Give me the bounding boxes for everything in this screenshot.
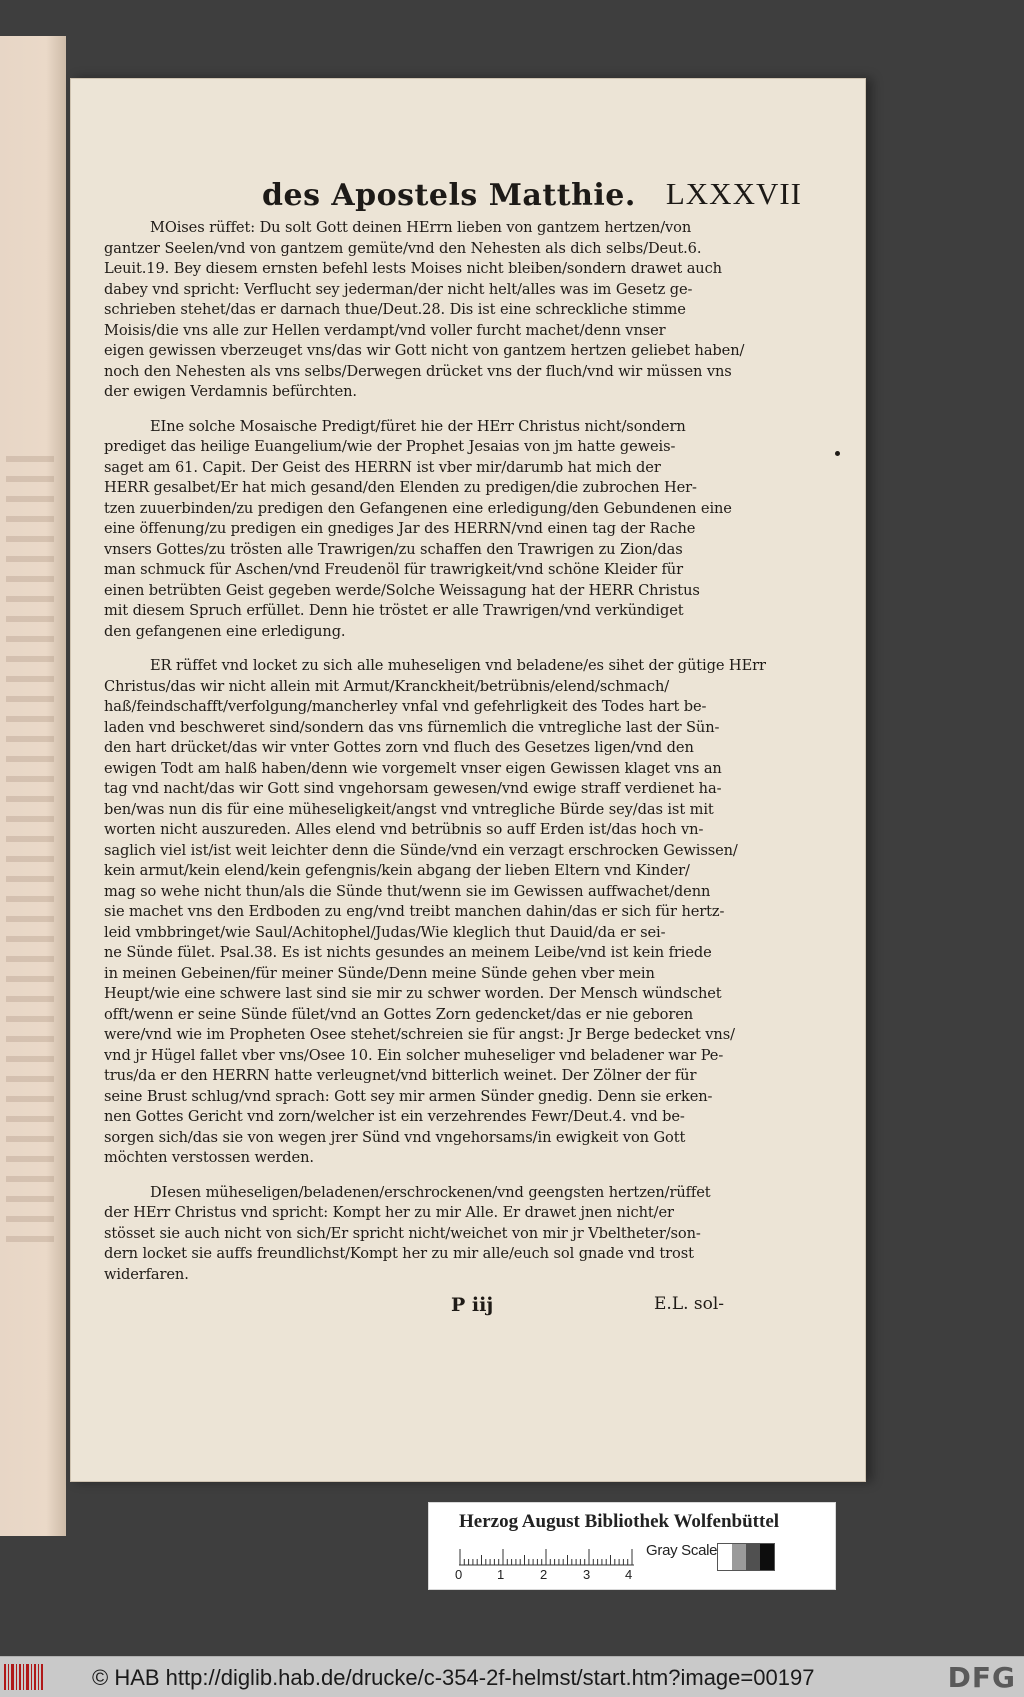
- text-line: eigen gewissen vberzeuget vns/das wir Gott nicht von gantzem hertzen geliebet haben/: [104, 342, 745, 359]
- paragraph: [104, 656, 800, 1169]
- ruler-number: 1: [497, 1567, 505, 1582]
- ruler-number: 3: [583, 1567, 591, 1582]
- ruler-number: 2: [540, 1567, 548, 1582]
- text-line: der ewigen Verdamnis befürchten.: [104, 383, 357, 400]
- text-line: nen Gottes Gericht vnd zorn/welcher ist ein verzehrendes Fewr/Deut.4. vnd be-: [104, 1108, 685, 1125]
- text-line: sie machet vns den Erdboden zu eng/vnd treibt manchen dahin/das er sich für hertz-: [104, 903, 725, 920]
- paragraph: [104, 1183, 800, 1286]
- text-line: tzen zuuerbinden/zu predigen den Gefangenen eine erledigung/den Gebundenen eine: [104, 499, 732, 517]
- ruler-numbers: [455, 1567, 635, 1583]
- text-line: offt/wenn er seine Sünde fület/vnd an Gottes Zorn gedencket/das er nie geboren: [104, 1005, 694, 1023]
- body-text: [104, 218, 800, 1299]
- text-line: seine Brust schlug/vnd sprach: Gott sey mir armen Sünder gnedig. Denn sie erken-: [104, 1087, 713, 1105]
- text-line: kein armut/kein elend/kein gefengnis/kein abgang der lieben Eltern vnd Kinder/: [104, 862, 690, 879]
- dfg-logo: DFG: [947, 1661, 1016, 1694]
- text-line: ER rüffet vnd locket zu sich alle muheseligen vnd beladene/es sihet der gütige HErr: [150, 657, 766, 674]
- text-line: Heupt/wie eine schwere last sind sie mir zu schwer worden. Der Mensch wündschet: [104, 985, 722, 1002]
- gray-swatch: [760, 1544, 774, 1570]
- text-line: den gefangenen eine erledigung.: [104, 622, 346, 640]
- text-line: vnd jr Hügel fallet vber vns/Osee 10. Ein solcher muheseliger vnd beladener war Pe-: [104, 1046, 724, 1064]
- text-line: sorgen sich/das sie von wegen jrer Sünd vnd vngehorsams/in ewigkeit von Gott: [104, 1128, 686, 1146]
- paragraph: [104, 218, 800, 403]
- text-line: dern locket sie auffs freundlichst/Kompt her zu mir alle/euch sol gnade vnd trost: [104, 1245, 694, 1262]
- gray-swatch: [746, 1544, 760, 1570]
- text-line: Moisis/die vns alle zur Hellen verdampt/vnd voller furcht machet/denn vnser: [104, 321, 666, 339]
- text-line: HERR gesalbet/Er hat mich gesand/den Elenden zu predigen/die zubrochen Her-: [104, 479, 697, 496]
- text-line: noch den Nehesten als vns selbs/Derwegen drücket vns der fluch/vnd wir müssen vns: [104, 362, 732, 380]
- color-calibration-card: [428, 1502, 836, 1590]
- ruler-ticks: [459, 1545, 634, 1567]
- text-line: möchten verstossen werden.: [104, 1149, 314, 1166]
- adjacent-page-edge: [0, 36, 66, 1536]
- text-line: in meinen Gebeinen/für meiner Sünde/Denn meine Sünde gehen vber mein: [104, 964, 655, 982]
- text-line: ewigen Todt am halß haben/denn wie vorgemelt vnser eigen Gewissen klaget vns an: [104, 759, 722, 777]
- text-line: ben/was nun dis für eine müheseligkeit/angst vnd vntregliche Bürde sey/das ist mit: [104, 800, 714, 818]
- library-name: Herzog August Bibliothek Wolfenbüttel: [459, 1511, 780, 1532]
- text-line: mag so wehe nicht thun/als die Sünde thut/wenn sie im Gewissen auffwachet/denn: [104, 882, 711, 900]
- text-line: DIesen müheseligen/beladenen/erschrockenen/vnd geengsten hertzen/rüffet: [150, 1183, 711, 1201]
- gray-scale-swatches: [717, 1543, 775, 1571]
- ruler-number: 4: [625, 1567, 633, 1582]
- text-line: der HErr Christus vnd spricht: Kompt her zu mir Alle. Er drawet jnen nicht/er: [104, 1204, 674, 1221]
- text-line: haß/feindschafft/verfolgung/mancherley vnfal vnd gefehrligkeit des Todes hart be-: [104, 698, 707, 715]
- text-line: trus/da er den HERRN hatte verleugnet/vnd bitterlich weinet. Der Zölner der für: [104, 1067, 697, 1084]
- text-line: vnsers Gottes/zu trösten alle Trawrigen/zu schaffen den Trawrigen zu Zion/das: [104, 540, 683, 558]
- text-line: saglich viel ist/ist weit leichter denn die Sünde/vnd ein verzagt erschrocken Gewissen/: [104, 841, 738, 859]
- ink-dot: [835, 451, 840, 456]
- running-title: des Apostels Matthie.: [262, 178, 636, 213]
- gray-scale-label: Gray Scale: [646, 1542, 718, 1559]
- book-page: [70, 78, 866, 1482]
- page-footer: [70, 1294, 866, 1324]
- folio-number: LXXXVII: [665, 176, 802, 211]
- text-line: were/vnd wie im Propheten Osee stehet/schreien sie für angst: Jr Berge bedecket vns/: [104, 1026, 735, 1043]
- text-line: leid vmbbringet/wie Saul/Achitophel/Judas/Wie kleglich thut Dauid/da er sei-: [104, 923, 666, 941]
- gray-swatch: [732, 1544, 746, 1570]
- text-line: saget am 61. Capit. Der Geist des HERRN ist vber mir/darumb hat mich der: [104, 458, 661, 476]
- text-line: worten nicht auszureden. Alles elend vnd betrübnis so auff Erden ist/das hoch vn-: [104, 821, 704, 838]
- text-line: gantzer Seelen/vnd von gantzem gemüte/vnd den Nehesten als dich selbs/Deut.6.: [104, 239, 702, 257]
- bleed-through-text: [6, 456, 54, 1256]
- text-line: ne Sünde fület. Psal.38. Es ist nichts gesundes an meinem Leibe/vnd ist kein friede: [104, 944, 712, 961]
- gray-swatch: [718, 1544, 732, 1570]
- paragraph: [104, 417, 800, 643]
- text-line: einen betrübten Geist gegeben werde/Solche Weissagung hat der HERR Christus: [104, 581, 700, 599]
- text-line: den hart drücket/das wir vnter Gottes zorn vnd fluch des Gesetzes ligen/vnd den: [104, 739, 694, 756]
- text-line: dabey vnd spricht: Verflucht sey jederman/der nicht helt/alles was im Gesetz ge-: [104, 280, 693, 298]
- ruler-number: 0: [455, 1567, 463, 1582]
- signature-mark: P iij: [451, 1294, 494, 1316]
- text-line: eine öffenung/zu predigen ein gnediges Jar des HERRN/vnd einen tag der Rache: [104, 520, 696, 537]
- text-line: Leuit.19. Bey diesem ernsten befehl lests Moises nicht bleiben/sondern drawet auch: [104, 260, 722, 277]
- text-line: MOises rüffet: Du solt Gott deinen HErrn lieben von gantzem hertzen/von: [150, 219, 692, 236]
- page-header: [262, 172, 802, 218]
- barcode-icon: [3, 1662, 45, 1692]
- text-line: widerfaren.: [104, 1265, 189, 1283]
- footer-bar: [0, 1656, 1024, 1697]
- text-line: tag vnd nacht/das wir Gott sind vngehorsam gewesen/vnd ewige straff verdienet ha-: [104, 780, 722, 797]
- catchword: E.L. sol-: [654, 1294, 725, 1314]
- text-line: EIne solche Mosaische Predigt/füret hie der HErr Christus nicht/sondern: [150, 417, 686, 435]
- text-line: prediget das heilige Euangelium/wie der Prophet Jesaias von jm hatte geweis-: [104, 438, 676, 455]
- text-line: mit diesem Spruch erfüllet. Denn hie tröstet er alle Trawrigen/vnd verkündiget: [104, 602, 684, 619]
- text-line: stösset sie auch nicht von sich/Er spricht nicht/weichet von mir jr Vbeltheter/son-: [104, 1224, 701, 1242]
- ruler-scale: [459, 1545, 634, 1567]
- text-line: Christus/das wir nicht allein mit Armut/Kranckheit/betrübnis/elend/schmach/: [104, 677, 670, 695]
- text-line: laden vnd beschweret sind/sondern das vns fürnemlich die vntregliche last der Sün-: [104, 718, 720, 736]
- copyright-url[interactable]: © HAB http://diglib.hab.de/drucke/c-354-2f-helmst/start.htm?image=00197: [92, 1665, 815, 1690]
- text-line: man schmuck für Aschen/vnd Freudenöl für trawrigkeit/vnd schöne Kleider für: [104, 561, 683, 578]
- text-line: schrieben stehet/das er darnach thue/Deut.28. Dis ist eine schreckliche stimme: [104, 301, 686, 318]
